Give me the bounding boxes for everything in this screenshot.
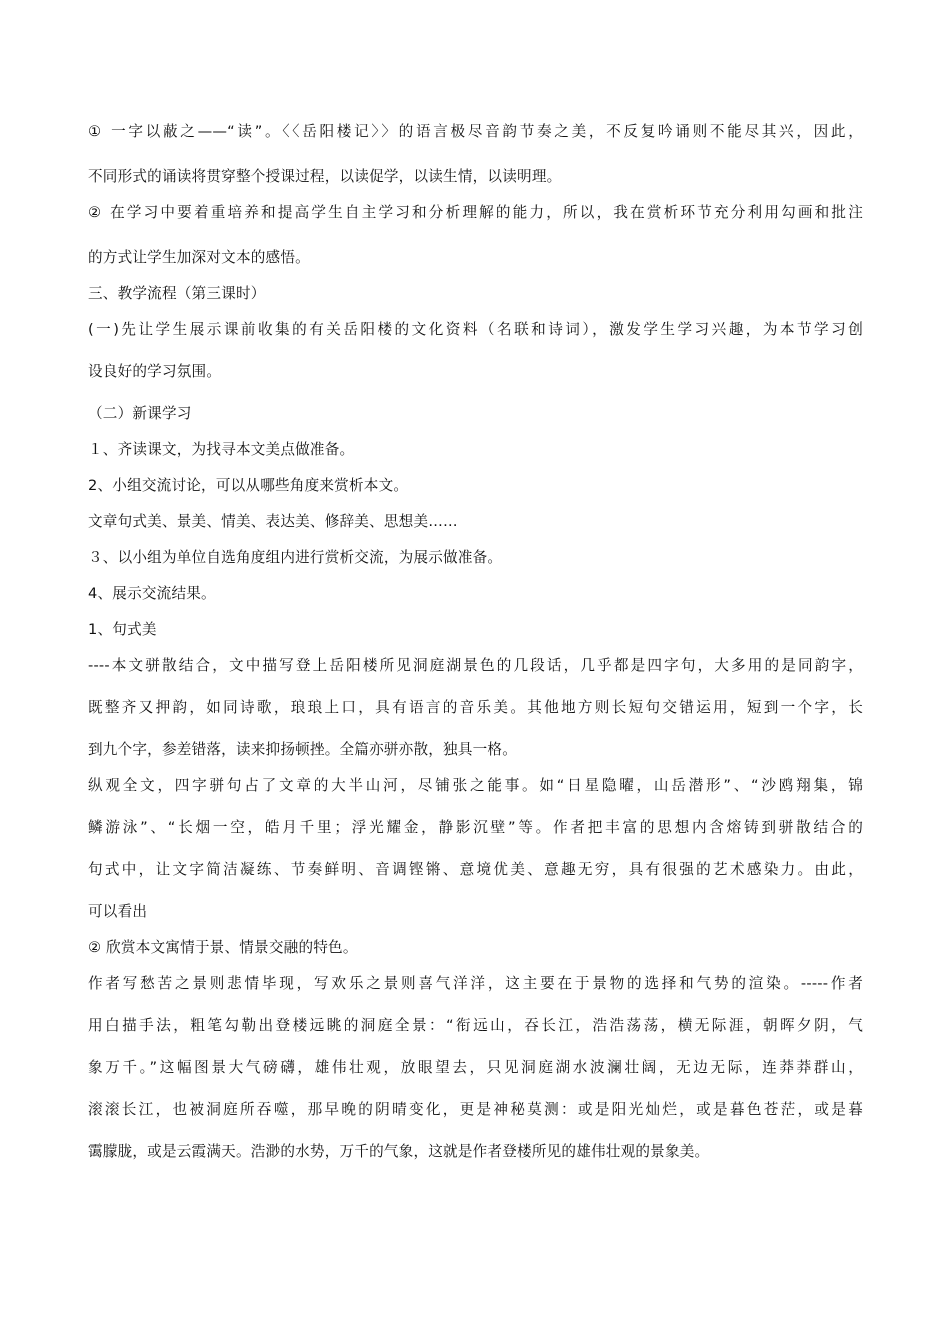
paragraph-line: 霭朦胧，或是云霞满天。浩渺的水势，万千的气象，这就是作者登楼所见的雄伟壮观的景象美。 [88,1143,710,1160]
paragraph-line: 设良好的学习氛围。 [88,363,222,380]
paragraph-line: 象万千。”这幅图景大气磅礴，雄伟壮观，放眼望去，只见洞庭湖水波澜壮阔，无边无际，连莽莽群山， [88,1059,863,1076]
paragraph-line: ① 一字以蔽之——“读”。〈〈岳阳楼记〉〉的语言极尽音韵节奏之美，不反复吟诵则不能尽其兴，因此， [88,123,863,140]
paragraph-line: 不同形式的诵读将贯穿整个授课过程，以读促学，以读生情，以读明理。 [88,168,562,185]
paragraph-line: 既整齐又押韵，如同诗歌，琅琅上口，具有语言的音乐美。其他地方则长短句交错运用，短到一个字，长 [88,699,863,716]
document-body [88,118,863,1166]
paragraph-line: 用白描手法，粗笔勾勒出登楼远眺的洞庭全景：“衔远山，吞长江，浩浩荡荡，横无际涯，朝晖夕阴，气 [88,1017,863,1034]
paragraph-line: ----本文骈散结合，文中描写登上岳阳楼所见洞庭湖景色的几段话，几乎都是四字句，大多用的是同韵字， [88,657,863,674]
list-item: 2、小组交流讨论，可以从哪些角度来赏析本文。 [88,477,409,494]
list-item: 4、展示交流结果。 [88,585,216,602]
list-item: ② 欣赏本文寓情于景、情景交融的特色。 [88,939,358,956]
paragraph-line: 句式中，让文字简洁凝练、节奏鲜明、音调铿锵、意境优美、意趣无穷，具有很强的艺术感染力。由此， [88,861,863,878]
paragraph-line: 到九个字，参差错落，读来抑扬顿挫。全篇亦骈亦散，独具一格。 [88,741,518,758]
subsection-heading: （二）新课学习 [88,405,192,422]
list-item: ３、以小组为单位自选角度组内进行赏析交流，为展示做准备。 [88,549,503,566]
section-heading: 三、教学流程（第三课时） [88,285,266,302]
list-item: １、齐读课文，为找寻本文美点做准备。 [88,441,355,458]
paragraph-line: (一)先让学生展示课前收集的有关岳阳楼的文化资料（名联和诗词），激发学生学习兴趣，为本节学习创 [88,321,863,338]
subsection-heading: 1、句式美 [88,621,157,638]
paragraph-line: 文章句式美、景美、情美、表达美、修辞美、思想美…… [88,513,458,530]
paragraph-line: 可以看出 [88,903,148,920]
paragraph-line: 的方式让学生加深对文本的感悟。 [88,249,310,266]
paragraph-line: 鳞游泳”、“长烟一空，皓月千里；浮光耀金，静影沉壁”等。作者把丰富的思想内含熔铸到骈散结合的 [88,819,863,836]
paragraph-line: 滚滚长江，也被洞庭所吞噬，那早晚的阴晴变化，更是神秘莫测：或是阳光灿烂，或是暮色苍茫，或是暮 [88,1101,863,1118]
paragraph-line: ② 在学习中要着重培养和提高学生自主学习和分析理解的能力，所以，我在赏析环节充分利用勾画和批注 [88,204,863,221]
paragraph-line: 纵观全文，四字骈句占了文章的大半山河，尽铺张之能事。如“日星隐曜，山岳潜形”、“沙鸥翔集，锦 [88,777,863,794]
paragraph-line: 作者写愁苦之景则悲情毕现，写欢乐之景则喜气洋洋，这主要在于景物的选择和气势的渲染。-----作者 [88,975,863,992]
